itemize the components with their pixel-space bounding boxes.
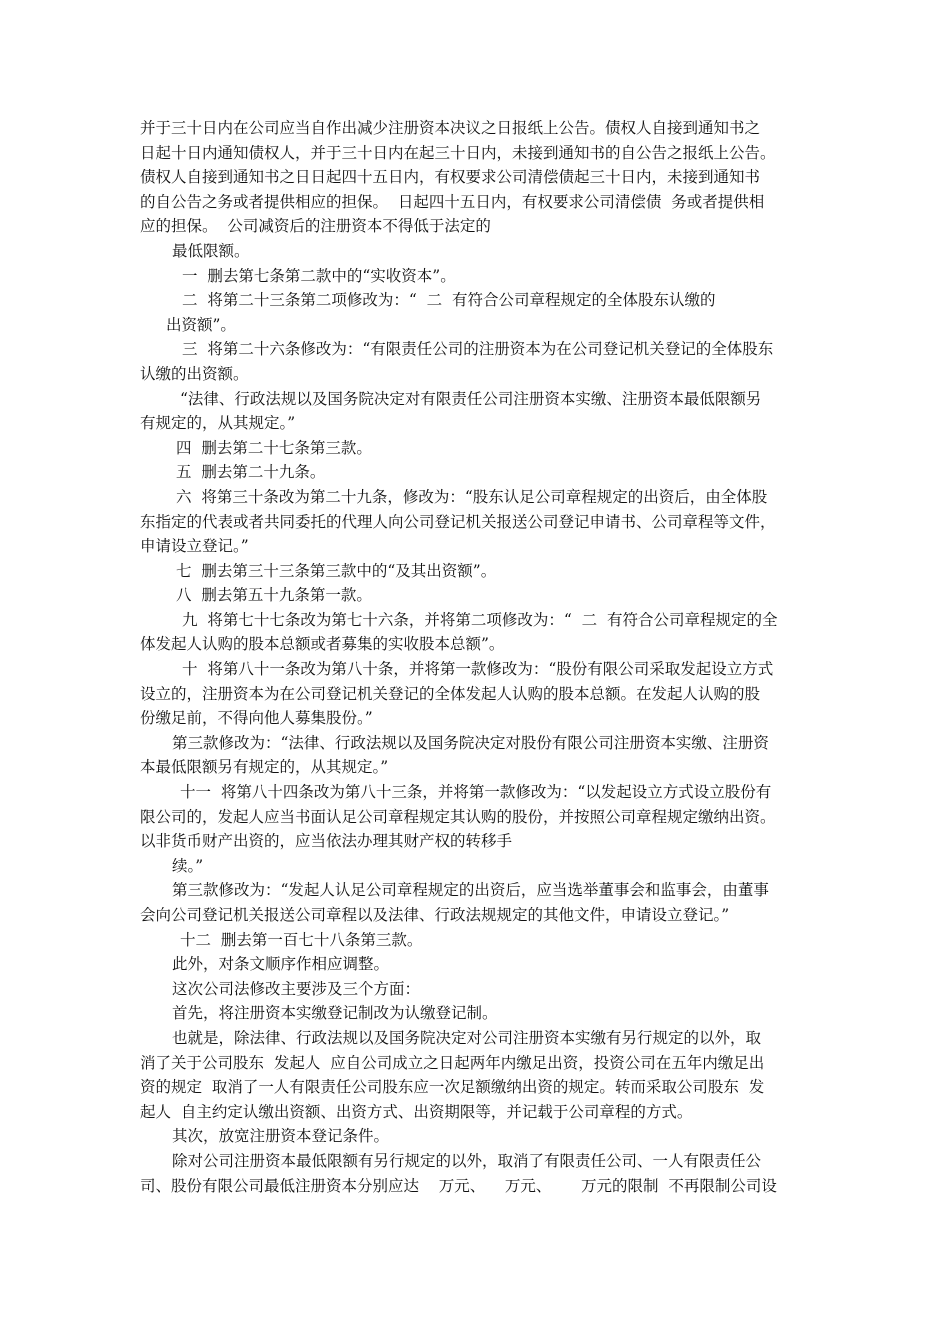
list-item: 八 删去第五十九条第一款。 [176, 586, 372, 605]
text-line: 以非货币财产出资的，应当依法办理其财产权的转移手 [140, 832, 513, 851]
text-line: “法律、行政法规以及国务院决定对有限责任公司注册资本实缴、注册资本最低限额另 [180, 389, 762, 408]
text-line: 也就是，除法律、行政法规以及国务院决定对公司注册资本实缴有另行规定的以外，取 [172, 1028, 762, 1047]
text-line: 限公司的，发起人应当书面认足公司章程规定其认购的股份，并按照公司章程规定缴纳出资。 [140, 807, 776, 826]
text-line: 份缴足前，不得向他人募集股份。” [140, 709, 373, 728]
text-line: 的自公告之务或者提供相应的担保。 日起四十五日内，有权要求公司清偿债 务或者提供相 [140, 192, 765, 211]
list-item: 九 将第七十七条改为第七十六条，并将第二项修改为：“ 二 有符合公司章程规定的全 [182, 610, 778, 629]
text-line: 此外，对条文顺序作相应调整。 [172, 955, 390, 974]
list-item: 七 删去第三十三条第三款中的“及其出资额”。 [176, 561, 497, 580]
text-line: 应的担保。 公司减资后的注册资本不得低于法定的 [140, 217, 491, 236]
text-line: 司、股份有限公司最低注册资本分别应达 万元、 万元、 万元的限制 不再限制公司设 [140, 1176, 777, 1195]
text-line: 这次公司法修改主要涉及三个方面： [172, 979, 421, 998]
text-line: 本最低限额另有规定的，从其规定。” [140, 758, 389, 777]
text-line: 并于三十日内在公司应当自作出减少注册资本决议之日报纸上公告。债权人自接到通知书之 [140, 119, 761, 137]
text-line: 首先，将注册资本实缴登记制改为认缴登记制。 [172, 1004, 498, 1023]
text-line: 债权人自接到通知书之日日起四十五日内，有权要求公司清偿债起三十日内，未接到通知书 [140, 168, 761, 187]
list-item: 十一 将第八十四条改为第八十三条，并将第一款修改为：“以发起设立方式设立股份有 [180, 783, 772, 802]
text-line: 申请设立登记。” [140, 537, 249, 556]
list-item: 十 将第八十一条改为第八十条，并将第一款修改为：“股份有限公司采取发起设立方式 [182, 660, 774, 679]
text-line: 最低限额。 [172, 241, 250, 260]
list-item: 六 将第三十条改为第二十九条，修改为：“股东认足公司章程规定的出资后，由全体股 [176, 487, 768, 506]
list-item: 五 删去第二十九条。 [176, 463, 326, 482]
text-line: 资的规定 取消了一人有限责任公司股东应一次足额缴纳出资的规定。转而采取公司股东 发 [140, 1078, 765, 1097]
text-line: 体发起人认购的股本总额或者募集的实收股本总额”。 [140, 635, 505, 654]
document-page [140, 116, 812, 1198]
text-line: 东指定的代表或者共同委托的代理人向公司登记机关报送公司登记申请书、公司章程等文件， [140, 512, 776, 531]
text-line: 起人 自主约定认缴出资额、出资方式、出资期限等，并记载于公司章程的方式。 [140, 1102, 693, 1121]
text-line: 第三款修改为：“法律、行政法规以及国务院决定对股份有限公司注册资本实缴、注册资 [172, 733, 769, 752]
list-item: 四 删去第二十七条第三款。 [176, 438, 372, 457]
text-line: 其次，放宽注册资本登记条件。 [172, 1127, 390, 1146]
text-line: 除对公司注册资本最低限额有另行规定的以外，取消了有限责任公司、一人有限责任公 [172, 1151, 762, 1170]
list-item: 十二 删去第一百七十八条第三款。 [180, 930, 423, 949]
list-item: 三 将第二十六条修改为：“有限责任公司的注册资本为在公司登记机关登记的全体股东 [182, 340, 774, 359]
text-line: 设立的，注册资本为在公司登记机关登记的全体发起人认购的股本总额。在发起人认购的股 [140, 684, 761, 703]
text-line: 第三款修改为：“发起人认足公司章程规定的出资后，应当选举董事会和监事会，由董事 [172, 881, 769, 900]
text-line: 出资额”。 [166, 315, 236, 334]
list-item: 二 将第二十三条第二项修改为：“ 二 有符合公司章程规定的全体股东认缴的 [182, 291, 716, 310]
text-line: 有规定的，从其规定。” [140, 414, 296, 433]
text-line: 消了关于公司股东 发起人 应自公司成立之日起两年内缴足出资，投资公司在五年内缴足出 [140, 1053, 765, 1072]
text-line: 续。” [172, 856, 204, 875]
text-line: 会向公司登记机关报送公司章程以及法律、行政法规规定的其他文件，申请设立登记。” [140, 906, 730, 924]
text-line: 认缴的出资额。 [140, 364, 249, 383]
list-item: 一 删去第七条第二款中的“实收资本”。 [182, 266, 456, 285]
text-line: 日起十日内通知债权人，并于三十日内在起三十日内，未接到通知书的自公告之报纸上公告。 [140, 143, 776, 162]
